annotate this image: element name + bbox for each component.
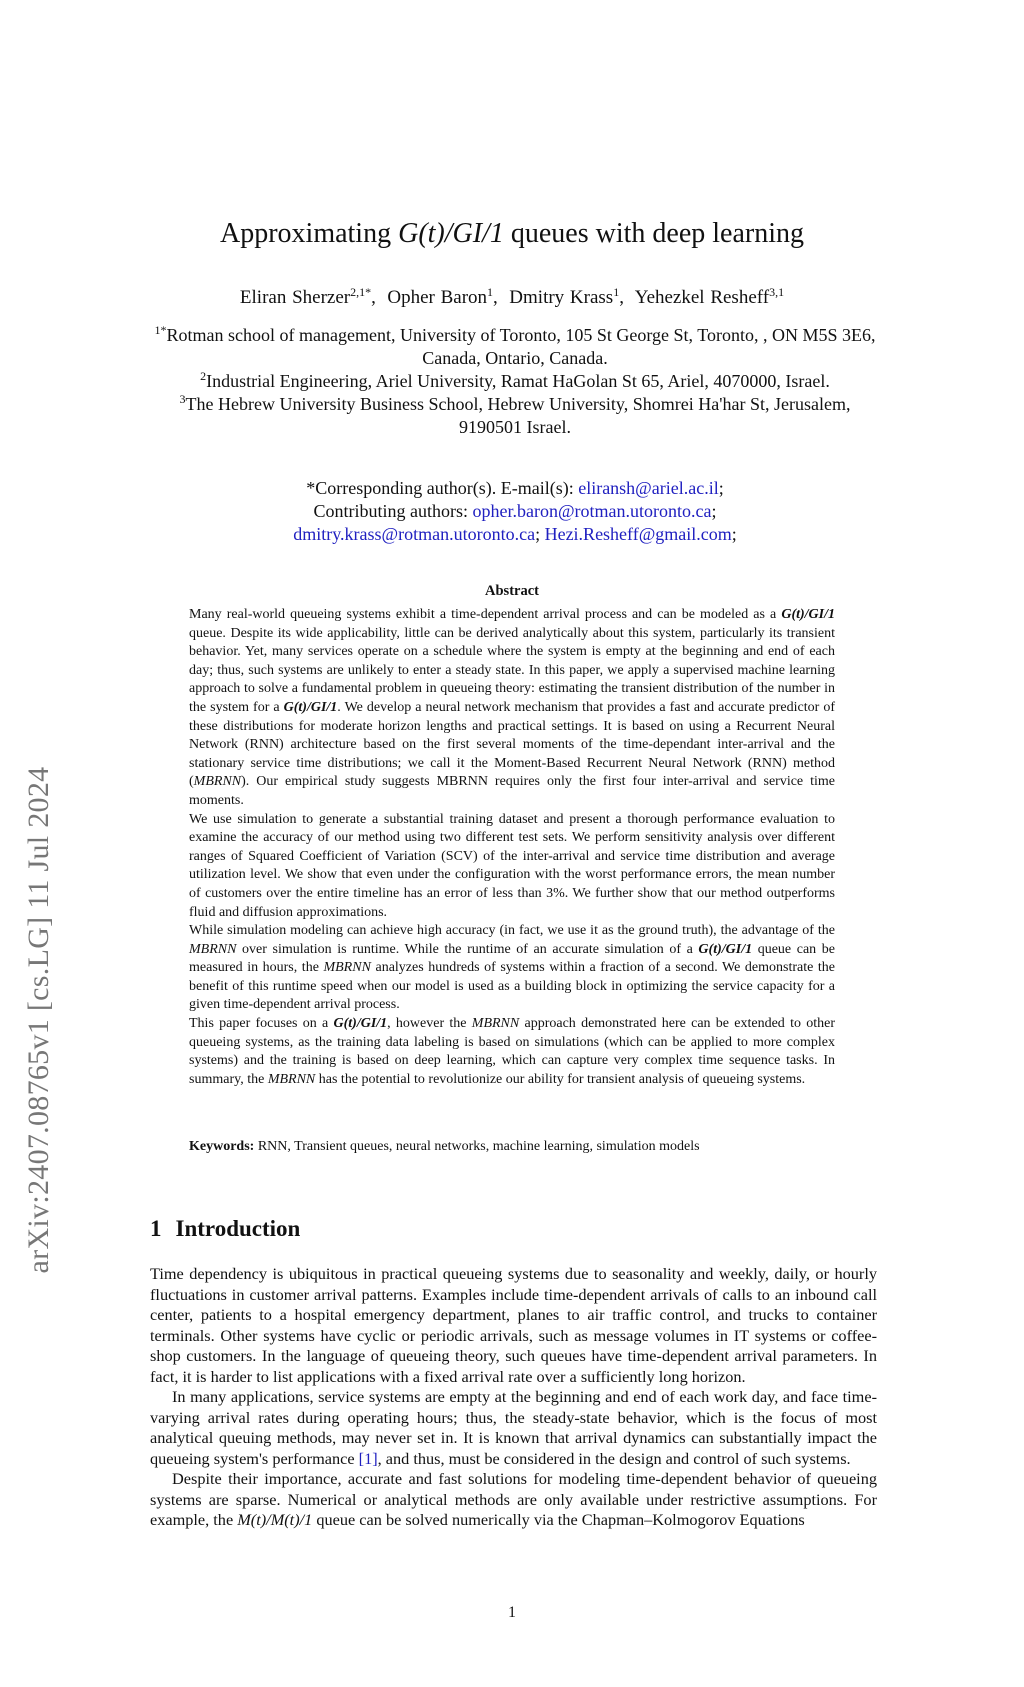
keywords-text: RNN, Transient queues, neural networks, machine learning, simulation models [254,1139,700,1154]
affiliation: $^2$Industrial Engineering, Ariel University, Ramat HaGolan St 65, Ariel, 4070000, Israel. [200,369,830,391]
abstract-heading: Abstract [485,583,539,599]
section-heading [150,1216,300,1242]
abstract-paragraph: We use simulation to generate a substantial training dataset and present a thorough performance evaluation to examine the accuracy of our method using two different test sets. We perform sensitivity analysis over different ranges of Squared Coefficient of Variation (SCV) of the inter-arrival and service time distribution and average utilization level. We show that even under the configuration with the worst performance errors, the mean number of customers over the entire timeline has an error of less than 3%. We further show that our method outperforms fluid and diffusion approximations. [189,811,835,920]
body-paragraph: In many applications, service systems are empty at the beginning and end of each work day, and face time-varying arrival rates during operating hours; thus, the steady-state behavior, which is the focus of most analytical queuing methods, may never set in. It is known that arrival dynamics can substantially impact the queueing system's performance [1], and thus, must be considered in the design and control of such systems. [150,1387,877,1468]
page-number: 1 [508,1604,516,1621]
introduction-body [150,1264,877,1531]
email-link[interactable]: opher.baron@rotman.utoronto.ca [472,501,712,521]
author-name: Eliran Sherzer [239,287,351,308]
abstract-body [189,606,835,1089]
corresponding-author: *Corresponding author(s). E-mail(s): eliransh@ariel.ac.il; [306,478,724,498]
email-link[interactable]: Hezi.Resheff@gmail.com [544,524,732,544]
author-affil-mark: 2,1* [350,285,372,299]
email-link[interactable]: eliransh@ariel.ac.il [578,478,719,498]
author-name: Dmitry Krass [509,287,614,308]
section-number: 1 [150,1216,162,1241]
contributing-authors-cont: dmitry.krass@rotman.utoronto.ca; Hezi.Resheff@gmail.com; [293,524,737,544]
body-paragraph: Time dependency is ubiquitous in practical queueing systems due to seasonality and weekly, daily, or hourly fluctuations in customer arrival patterns. Examples include time-dependent arrivals of calls to an inbound call center, patients to a hospital emergency department, planes to air traffic control, and trucks to container terminals. Other systems have cyclic or periodic arrivals, such as message volumes in IT systems or coffee-shop customers. In the language of queueing theory, such queues have time-dependent arrival parameters. In fact, it is harder to list applications with a fixed arrival rate over a sufficiently long horizon. [150,1264,877,1386]
affiliations [150,324,880,439]
author-affil-mark: 1 [613,285,620,299]
author-name: Yehezkel Resheff [634,287,770,308]
author-name: Opher Baron [387,287,488,308]
arxiv-identifier: arXiv:2407.08765v1 [cs.LG] 11 Jul 2024 [22,766,55,1274]
affiliation: $^{1*}$Rotman school of management, University of Toronto, 105 St George St, Toronto, , ON M5S 3E6, Canada, Ontario, Canada. [154,323,876,368]
abstract-paragraph: While simulation modeling can achieve high accuracy (in fact, we use it as the ground truth), the advantage of the MBRNN over simulation is runtime. While the runtime of an accurate simulation of a G(t)/GI/1 queue can be measured in hours, the MBRNN analyzes hundreds of systems within a fraction of a second. We demonstrate the benefit of this runtime speed when our model is used as a building block in optimizing the service capacity for a given time-dependent arrival process. [189,923,835,1013]
author-list: Eliran Sherzer$^{2,1*}$, Opher Baron$^1$, Dmitry Krass$^1$, Yehezkel Resheff$^{3,1}$ [239,285,785,308]
paper-title: Approximating G(t)/GI/1 queues with deep learning [220,218,804,249]
abstract-paragraph: This paper focuses on a G(t)/GI/1, however the MBRNN approach demonstrated here can be extended to other queueing systems, as the training data labeling is based on simulations (which can be applied to more complex systems) and the training is based on deep learning, which can capture very complex time sequence tasks. In summary, the MBRNN has the potential to revolutionize our ability for transient analysis of queueing systems. [189,1016,835,1087]
citation-link[interactable]: [1] [358,1448,378,1468]
keywords-label: Keywords: [189,1139,255,1154]
arxiv-identifier-sidebar [14,730,64,1310]
author-affil-mark: 3,1 [769,285,785,299]
email-link[interactable]: dmitry.krass@rotman.utoronto.ca [293,524,536,544]
contact-block [150,477,880,546]
affiliation: $^3$The Hebrew University Business School, Hebrew University, Shomrei Ha'har St, Jerusalem, 9190501 Israel. [179,392,851,437]
section-title: Introduction [175,1216,301,1241]
title-math: G(t)/GI/1 [398,218,504,249]
keywords [189,1139,835,1155]
contributing-authors: Contributing authors: opher.baron@rotman.utoronto.ca; [313,501,717,521]
abstract-paragraph: Many real-world queueing systems exhibit a time-dependent arrival process and can be modeled as a G(t)/GI/1 queue. Despite its wide applicability, little can be derived analytically about this system, particularly its transient behavior. Yet, many services operate on a schedule where the system is empty at the beginning and end of each day; thus, such systems are unlikely to enter a steady state. In this paper, we apply a supervised machine learning approach to solve a fundamental problem in queueing theory: estimating the transient distribution of the number in the system for a G(t)/GI/1. We develop a neural network mechanism that provides a fast and accurate predictor of these distributions for moderate horizon lengths and practical settings. It is based on using a Recurrent Neural Network (RNN) architecture based on the first several moments of the time-dependant inter-arrival and the stationary service time distributions; we call it the Moment-Based Recurrent Neural Network (RNN) method (MBRNN). Our empirical study suggests MBRNN requires only the first four inter-arrival and service time moments. [189,607,835,808]
author-affil-mark: 1 [487,285,494,299]
body-paragraph: Despite their importance, accurate and fast solutions for modeling time-dependent behavior of queueing systems are sparse. Numerical or analytical methods are only available under restrictive assumptions. For example, the M(t)/M(t)/1 queue can be solved numerically via the Chapman–Kolmogorov Equations [150,1469,877,1529]
